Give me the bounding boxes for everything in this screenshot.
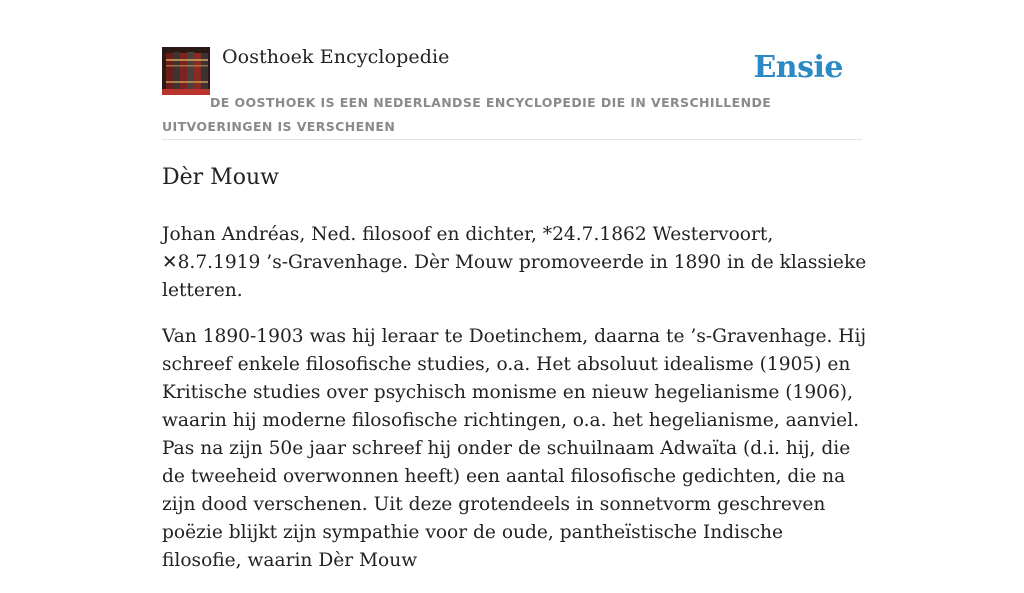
article-paragraph: Johan Andréas, Ned. filosoof en dichter, *24.7.1862 Westervoort, ✕8.7.1919 ’s-Gravenhage. Dèr Mouw promoveerde in 1890 in de klassieke letteren. <box>162 224 867 301</box>
site-header <box>162 45 862 140</box>
article <box>162 163 867 593</box>
article-paragraph: Van 1890-1903 was hij leraar te Doetinchem, daarna te ’s-Gravenhage. Hij schreef enkele filosofische studies, o.a. Het absoluut idealisme (1905) en Kritische studies over psychisch monisme en nieuw hegelianisme (1906), waarin hij moderne filosofische richtingen, o.a. het hegelianisme, aanviel. Pas na zijn 50e jaar schreef hij onder de schuilnaam Adwaïta (d.i. hij, die de tweeheid overwonnen heeft) een aantal filosofische gedichten, die na zijn dood verschenen. Uit deze grotendeels in sonnetvorm geschreven poëzie blijkt zijn sympathie voor de oude, pantheïstische Indische filosofie, waarin Dèr Mouw <box>162 326 867 571</box>
brand-logo-link[interactable]: Ensie <box>753 50 843 85</box>
article-title: Dèr Mouw <box>162 165 279 190</box>
site-tagline: DE OOSTHOEK IS EEN NEDERLANDSE ENCYCLOPEDIE DIE IN VERSCHILLENDE UITVOERINGEN IS VERSCHENEN <box>162 95 772 134</box>
encyclopedia-books-icon[interactable] <box>162 47 210 95</box>
site-title[interactable]: Oosthoek Encyclopedie <box>222 46 450 68</box>
